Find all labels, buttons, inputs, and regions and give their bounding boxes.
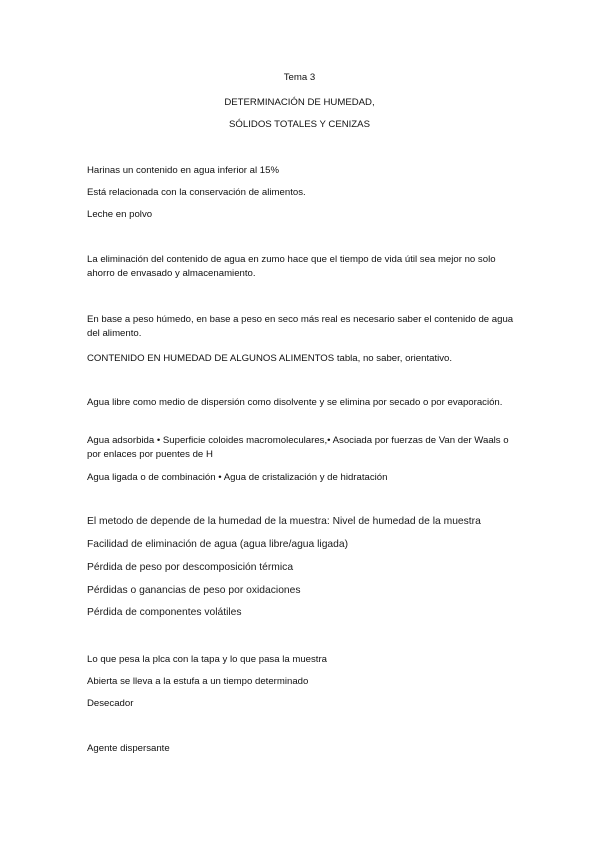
title-line-1: DETERMINACIÓN DE HUMEDAD,: [224, 97, 375, 108]
topic-heading: Tema 3: [283, 72, 316, 83]
paragraph: Harinas un contenido en agua inferior al 15%: [87, 165, 280, 176]
title-line-2: SÓLIDOS TOTALES Y CENIZAS: [229, 119, 370, 130]
paragraph: Agua adsorbida • Superficie coloides macromoleculares,• Asociada por fuerzas de Van der Waals o por enlaces por puentes de H: [87, 435, 509, 460]
paragraph: La eliminación del contenido de agua en zumo hace que el tiempo de vida útil sea mejor no solo ahorro de envasado y almacenamiento.: [87, 254, 496, 279]
paragraph: En base a peso húmedo, en base a peso en seco más real es necesario saber el contenido de agua del alimento.: [87, 314, 514, 339]
paragraph: Abierta se lleva a la estufa a un tiempo determinado: [87, 676, 309, 687]
paragraph: Agua ligada o de combinación • Agua de cristalización y de hidratación: [87, 472, 388, 483]
method-list-item: Pérdida de peso por descomposición térmica: [87, 562, 294, 573]
paragraph: Agua libre como medio de dispersión como disolvente y se elimina por secado o por evaporación.: [87, 397, 503, 408]
paragraph: Está relacionada con la conservación de alimentos.: [87, 187, 306, 198]
method-list-item: El metodo de depende de la humedad de la muestra: Nivel de humedad de la muestra: [87, 516, 481, 527]
method-list-item: Pérdida de componentes volátiles: [87, 607, 242, 618]
paragraph: Agente dispersante: [87, 743, 170, 754]
method-list-item: Facilidad de eliminación de agua (agua libre/agua ligada): [87, 539, 349, 550]
paragraph: Lo que pesa la plca con la tapa y lo que pasa la muestra: [87, 654, 328, 665]
paragraph: Leche en polvo: [87, 209, 153, 220]
method-list-item: Pérdidas o ganancias de peso por oxidaciones: [87, 585, 301, 596]
paragraph: CONTENIDO EN HUMEDAD DE ALGUNOS ALIMENTOS tabla, no saber, orientativo.: [87, 353, 453, 364]
paragraph: Desecador: [87, 698, 134, 709]
